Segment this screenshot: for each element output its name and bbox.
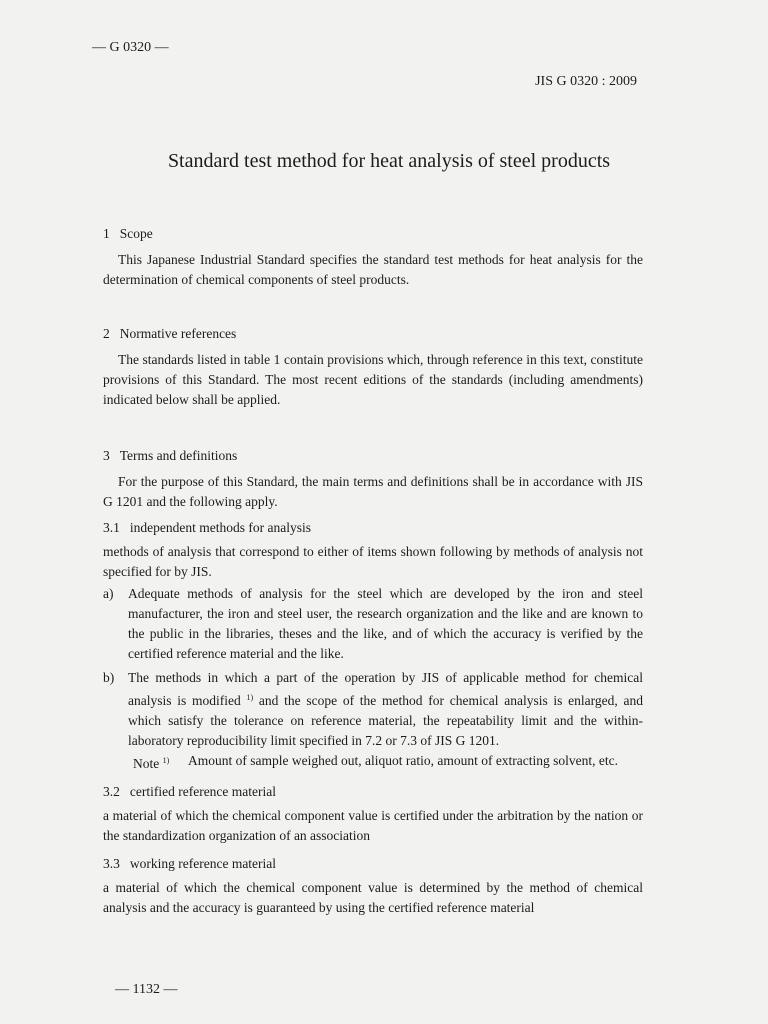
list-item-text [128,668,643,751]
section-paragraph: The standards listed in table 1 contain provisions which, through reference in this text, constitute provisions of this Standard. The most recent editions of the standards (including amendments) indicated below shall be applied. [103,352,643,407]
subsection-number: 3.2 [103,784,120,799]
subsection-3-3 [103,854,643,918]
note-text: Amount of sample weighed out, aliquot ratio, amount of extracting solvent, etc. [188,753,619,768]
section-normative-references [103,324,643,410]
subsection-3-1 [103,518,643,774]
subsection-title: working reference material [129,856,277,871]
subsection-heading [103,782,643,802]
section-number: 3 [103,448,110,463]
subsection-number: 3.3 [103,856,120,871]
section-paragraph: This Japanese Industrial Standard specifies the standard test methods for heat analysis for the determination of chemical components of steel products. [103,252,643,287]
section-number: 1 [103,226,110,241]
list-item-text-part: and the scope of the method for chemical analysis is enlarged, and which satisfy the tolerance on reference material, the repeatability limit and the within-laboratory reproducibility limit specified in 7.2 or 7.3 of JIS G 1201. [128,693,644,748]
list-item-b [103,668,643,751]
document-body [103,224,643,918]
list-marker: a) [103,586,114,601]
subsection-title: certified reference material [129,784,277,799]
footnote-ref: 1) [246,693,254,702]
note-ref: 1) [162,756,170,765]
section-heading [103,324,643,344]
list-marker: b) [103,670,115,685]
definition-text: a material of which the chemical component value is certified under the arbitration by the nation or the standardization organization of an association [103,808,643,843]
list-item-a [103,584,643,664]
section-paragraph: For the purpose of this Standard, the main terms and definitions shall be in accordance with JIS G 1201 and the following apply. [103,474,643,509]
section-title: Scope [119,226,153,241]
section-terms-definitions [103,446,643,512]
definition-list [103,584,643,751]
subsection-heading [103,854,643,874]
definition-text: a material of which the chemical component value is determined by the method of chemical analysis and the accuracy is guaranteed by using the certified reference material [103,880,643,915]
standard-reference: JIS G 0320 : 2009 [535,74,637,89]
page-number: — 1132 — [115,982,178,997]
subsection-heading [103,518,643,538]
subsection-number: 3.1 [103,520,120,535]
section-number: 2 [103,326,110,341]
definition-text: methods of analysis that correspond to either of items shown following by methods of analysis not specified for by JIS. [103,544,643,579]
section-scope [103,224,643,290]
note-label [133,751,188,774]
section-heading [103,224,643,244]
document-title: Standard test method for heat analysis of steel products [167,150,611,172]
list-item-text: Adequate methods of analysis for the steel which are developed by the iron and steel manufacturer, the iron and steel user, the research organization and the like and are known to the public in the libraries, theses and the like, and of which the accuracy is verified by the certified reference material and the like. [128,586,643,661]
note-label-text: Note [133,756,160,771]
section-heading [103,446,643,466]
section-title: Normative references [119,326,237,341]
subsection-title: independent methods for analysis [129,520,311,535]
subsection-3-2 [103,782,643,846]
page-code: — G 0320 — [92,40,169,55]
list-item-text-part: The methods in which a part of the operation by JIS of applicable method for chemical analysis is modified [128,670,643,708]
footnote [133,751,643,774]
section-title: Terms and definitions [119,448,238,463]
